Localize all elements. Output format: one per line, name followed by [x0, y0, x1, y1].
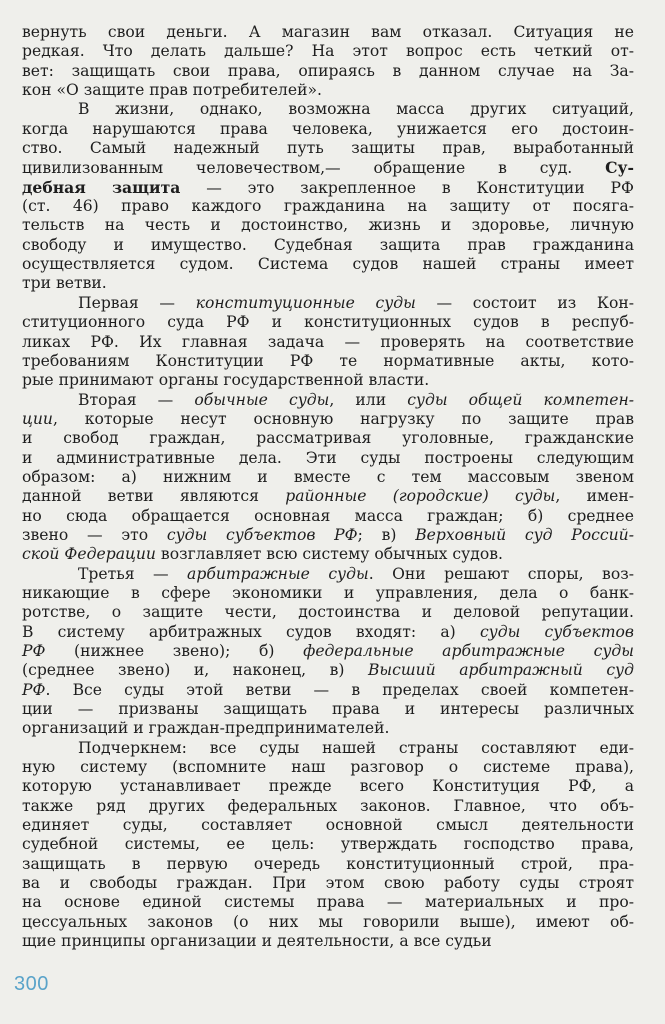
text-run: вет: защищать свои права, опираясь в данном случае на За- — [22, 61, 634, 80]
text-line — [22, 507, 634, 526]
text-run: В систему арбитражных судов входят: а) — [22, 622, 480, 641]
text-run: ротстве, о защите чести, достоинства и деловой репутации. — [22, 603, 634, 622]
text-run: требованиям Конституции РФ те нормативные акты, кото- — [22, 351, 634, 370]
text-run: тельств на честь и достоинство, жизнь и здоровье, личную — [22, 216, 634, 235]
text-run: В жизни, однако, возможна масса других ситуаций, — [78, 100, 634, 119]
italic-term: РФ — [22, 680, 46, 699]
text-run: но сюда обращается основная масса граждан; б) среднее — [22, 506, 634, 525]
italic-term: Высший арбитражный суд — [367, 661, 634, 680]
text-line — [22, 932, 634, 951]
italic-term: федеральные арбитражные суды — [303, 642, 634, 660]
text-line — [22, 874, 634, 893]
text-line — [22, 62, 634, 81]
text-line — [22, 623, 634, 642]
text-line — [22, 700, 634, 719]
text-line — [22, 81, 634, 100]
text-run: цессуальных законов (о них мы говорили выше), имеют об- — [22, 912, 634, 931]
text-run: . Все суды этой ветви — в пределах своей компетен- — [45, 680, 634, 699]
text-line — [22, 294, 634, 313]
text-run: — это закрепленное в Конституции РФ — [180, 178, 634, 197]
italic-term: суды субъектов — [479, 622, 634, 641]
text-run: звено — это — [22, 525, 167, 544]
text-line — [22, 197, 634, 216]
text-line — [22, 719, 634, 738]
text-run: редкая. Что делать дальше? На этот вопрос есть четкий от- — [22, 42, 634, 61]
text-run: , которые несут основную нагрузку по защите прав — [52, 409, 634, 428]
text-run: возглавляет всю систему обычных судов. — [155, 545, 504, 564]
text-run: (ст. 46) право каждого гражданина на защиту от посяга- — [22, 197, 634, 216]
text-run: ституционного суда РФ и конституционных судов в респуб- — [22, 313, 634, 332]
text-line — [22, 487, 634, 506]
text-run: Первая — — [78, 293, 196, 312]
text-line — [22, 178, 634, 197]
text-line — [22, 681, 634, 700]
text-line — [22, 777, 634, 796]
text-line — [22, 313, 634, 332]
text-run: ную систему (вспомните наш разговор о системе права), — [22, 758, 634, 777]
text-line — [22, 216, 634, 235]
text-run: (среднее звено) и, наконец, в) — [22, 661, 368, 680]
italic-term: РФ — [22, 642, 46, 660]
italic-term: суды общей компетен- — [407, 390, 634, 409]
text-run: ва и свободы граждан. При этом свою работу суды строят — [22, 874, 634, 893]
text-line — [22, 352, 634, 371]
text-run: три ветви. — [22, 274, 107, 293]
text-run: свободу и имущество. Судебная защита прав гражданина — [22, 235, 634, 254]
italic-term: обычные суды — [194, 390, 330, 409]
text-line — [22, 913, 634, 932]
text-line — [22, 893, 634, 912]
text-run: ; в) — [357, 525, 416, 544]
text-line — [22, 855, 634, 874]
text-run: также ряд других федеральных законов. Главное, что объ- — [22, 796, 634, 815]
page-number: 300 — [14, 973, 49, 995]
text-line — [22, 333, 634, 352]
text-line — [22, 139, 634, 158]
text-line — [22, 797, 634, 816]
text-line — [22, 391, 634, 410]
text-line — [22, 816, 634, 835]
text-line — [22, 274, 634, 293]
text-run: ство. Самый надежный путь защиты прав, выработанный — [22, 139, 634, 158]
text-run: данной ветви являются — [22, 487, 286, 506]
text-line — [22, 642, 634, 661]
text-line — [22, 410, 634, 429]
text-run: Вторая — — [78, 390, 195, 409]
text-run: щие принципы организации и деятельности, а все судьи — [22, 932, 492, 951]
text-line — [22, 758, 634, 777]
text-run: ции — призваны защищать права и интересы различных — [22, 700, 634, 719]
italic-term: арбитражные суды — [187, 564, 369, 583]
text-line — [22, 584, 634, 603]
italic-term: ской Федерации — [22, 545, 156, 564]
italic-term: суды субъектов РФ — [166, 525, 358, 544]
text-line — [22, 42, 634, 61]
text-run: , или — [329, 390, 408, 409]
text-run: никающие в сфере экономики и управления, дела о банк- — [22, 583, 634, 602]
text-line — [22, 120, 634, 139]
text-line — [22, 565, 634, 584]
text-line — [22, 23, 634, 42]
text-line — [22, 236, 634, 255]
text-run: и свобод граждан, рассматривая уголовные, гражданские — [22, 429, 634, 448]
text-line — [22, 158, 634, 177]
text-line — [22, 429, 634, 448]
italic-term: конституционные суды — [195, 293, 416, 312]
italic-term: районные (городские) суды — [285, 487, 556, 506]
text-line — [22, 100, 634, 119]
bold-term: дебная защита — [22, 177, 181, 197]
text-run: , имен- — [555, 487, 635, 506]
text-line — [22, 526, 634, 545]
text-line — [22, 661, 634, 680]
text-line — [22, 835, 634, 854]
text-run: на основе единой системы права — материальных и про- — [22, 893, 634, 912]
text-run: вернуть свои деньги. А магазин вам отказал. Ситуация не — [22, 23, 634, 41]
text-run: . Они решают споры, воз- — [368, 564, 634, 583]
text-run: рые принимают органы государственной власти. — [22, 371, 430, 390]
text-line — [22, 603, 634, 622]
text-run: (нижнее звено); б) — [45, 642, 304, 660]
text-line — [22, 371, 634, 390]
text-run: и административные дела. Эти суды построены следующим — [22, 448, 634, 467]
text-line — [22, 739, 634, 758]
text-run: единяет суды, составляет основной смысл деятельности — [22, 816, 634, 835]
text-run: — состоит из Кон- — [415, 293, 634, 312]
text-line — [22, 468, 634, 487]
text-run: защищать в первую очередь конституционный строй, пра- — [22, 854, 634, 873]
text-run: ликах РФ. Их главная задача — проверять на соответствие — [22, 332, 634, 351]
text-run: Подчеркнем: все суды нашей страны составляют еди- — [78, 738, 634, 757]
text-run: организаций и граждан-предпринимателей. — [22, 719, 390, 738]
bold-term: Су- — [605, 158, 634, 178]
text-run: образом: а) нижним и вместе с тем массовым звеном — [22, 467, 634, 486]
text-run: осуществляется судом. Система судов нашей страны имеет — [22, 255, 634, 274]
text-run: цивилизованным человечеством,— обращение в суд. — [22, 159, 606, 178]
text-line — [22, 545, 634, 564]
italic-term: ции — [22, 409, 53, 428]
text-line — [22, 449, 634, 468]
text-run: кон «О защите прав потребителей». — [22, 81, 322, 100]
text-run: когда нарушаются права человека, унижается его достоин- — [22, 119, 634, 138]
text-run: Третья — — [78, 564, 188, 583]
text-run: судебной системы, ее цель: утверждать господство права, — [22, 835, 634, 854]
italic-term: Верховный суд Россий- — [415, 525, 634, 544]
text-run: которую устанавливает прежде всего Конституция РФ, а — [22, 777, 634, 796]
text-line — [22, 255, 634, 274]
body-text — [22, 23, 634, 952]
